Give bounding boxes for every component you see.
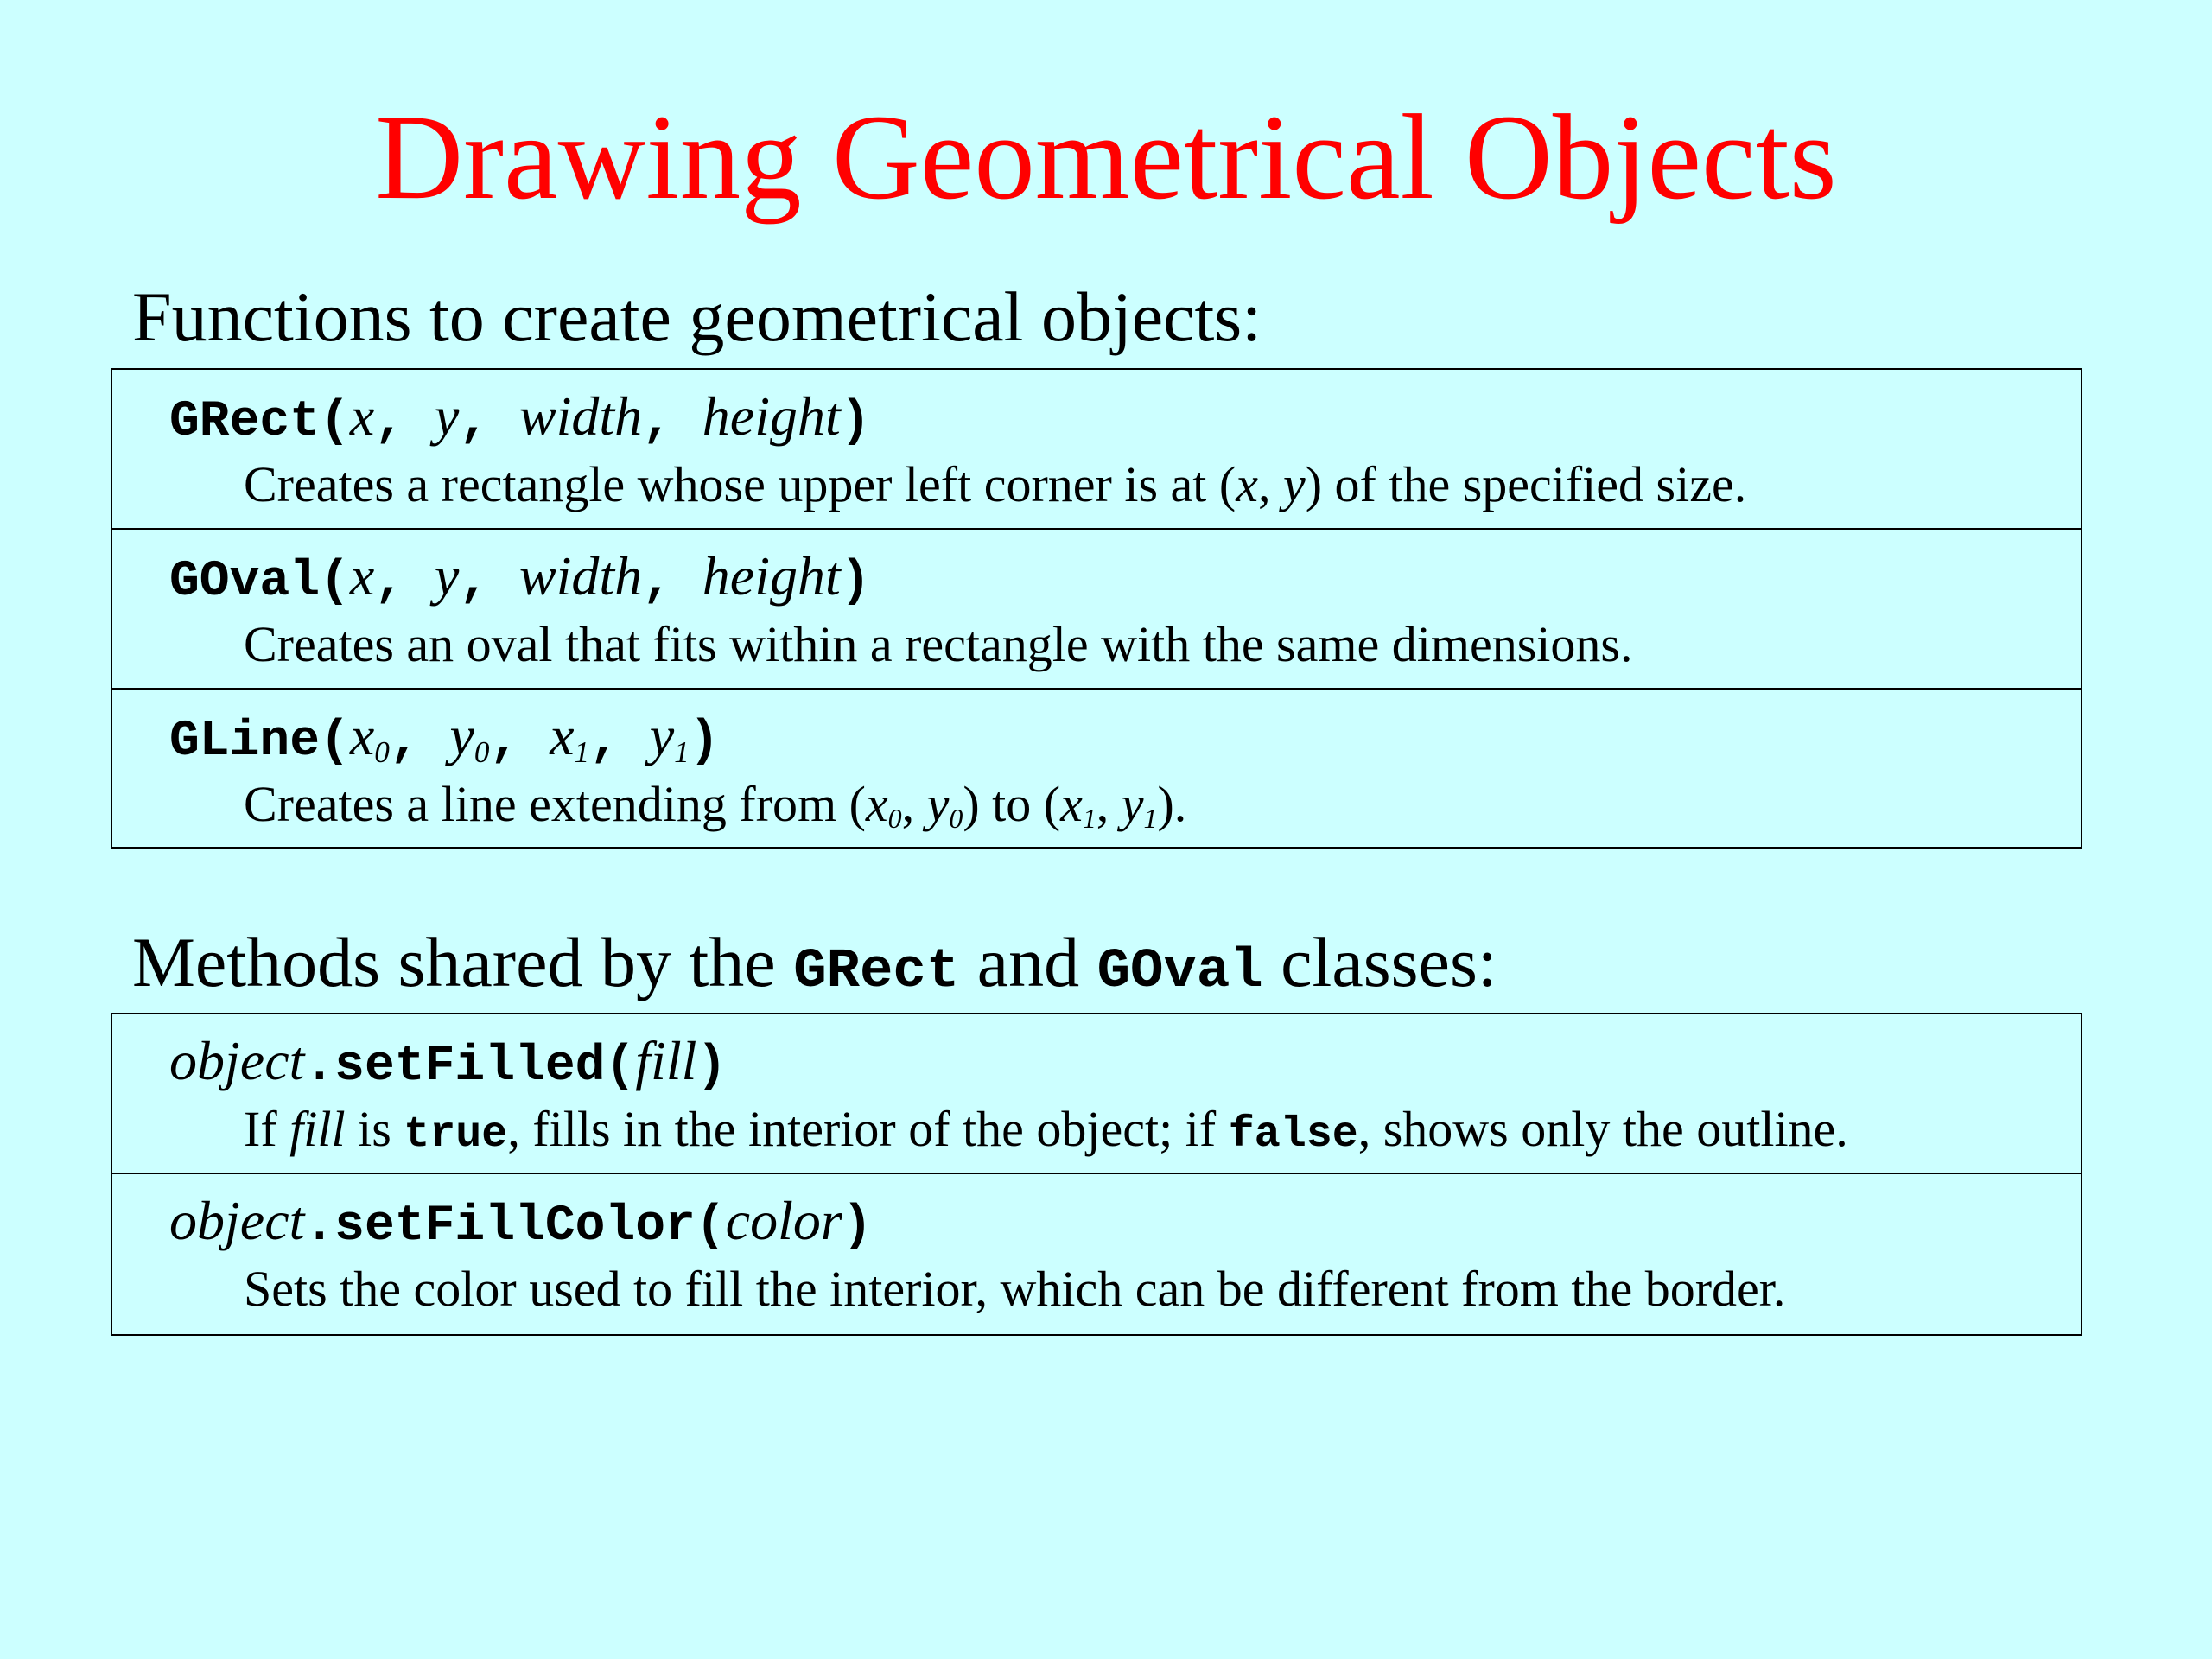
close-paren: )	[689, 714, 720, 770]
heading-text: Methods shared by the	[132, 923, 794, 1001]
setfillcolor-description: Sets the color used to fill the interior, which can be different from the border.	[244, 1261, 1786, 1317]
setfillcolor-name: .setFillColor(	[304, 1198, 726, 1255]
arg-x: x	[349, 545, 375, 607]
gline-name: GLine	[169, 714, 321, 770]
arg-fill: fill	[635, 1030, 697, 1091]
desc-sep: ,	[1257, 456, 1283, 512]
setfillcolor-signature	[169, 1190, 873, 1255]
comma: ,	[374, 394, 435, 450]
grect-row	[112, 370, 2081, 530]
desc-x1: $x_1$	[1060, 776, 1096, 834]
methods-table	[111, 1013, 2082, 1336]
setfilled-row	[112, 1014, 2081, 1174]
close-paren: )	[840, 554, 871, 610]
desc-sep: ,	[1096, 776, 1122, 832]
arg-width: width	[518, 385, 643, 447]
desc-y0: $y_0$	[926, 776, 963, 834]
arg-x1: $x_1$	[550, 705, 590, 769]
setfillcolor-row	[112, 1174, 2081, 1334]
comma: ,	[642, 554, 702, 610]
arg-color: color	[725, 1190, 842, 1251]
comma: ,	[459, 554, 519, 610]
setfilled-signature	[169, 1030, 728, 1095]
comma: ,	[642, 394, 702, 450]
desc-text: , shows only the outline.	[1357, 1101, 1848, 1157]
close-paren: )	[842, 1198, 873, 1255]
object-label: object	[169, 1190, 305, 1251]
desc-text: If	[244, 1101, 290, 1157]
methods-heading	[132, 923, 1497, 1003]
desc-x: x	[1236, 456, 1258, 512]
desc-text: ) of the specified size.	[1305, 456, 1747, 512]
comma: ,	[374, 554, 435, 610]
arg-y1: $y_1$	[649, 705, 690, 769]
functions-table	[111, 368, 2082, 849]
desc-true: true	[404, 1110, 508, 1160]
goval-description: Creates an oval that fits within a rectangle with the same dimensions.	[244, 616, 1633, 672]
close-paren: )	[696, 1039, 728, 1095]
heading-code-grect: GRect	[793, 941, 960, 1003]
goval-name: GOval	[169, 554, 321, 610]
comma: ,	[459, 394, 519, 450]
heading-text: classes:	[1262, 923, 1497, 1001]
desc-y1: $y_1$	[1121, 776, 1158, 834]
desc-text: ).	[1157, 776, 1187, 832]
grect-name: GRect	[169, 394, 321, 450]
desc-text: , fills in the interior of the object; if	[507, 1101, 1229, 1157]
arg-y: y	[434, 545, 460, 607]
desc-sep: ,	[901, 776, 927, 832]
comma: ,	[589, 714, 650, 770]
slide-title: Drawing Geometrical Objects	[375, 90, 1837, 225]
open-paren: (	[320, 714, 350, 770]
grect-signature	[169, 385, 871, 450]
setfilled-name: .setFilled(	[304, 1039, 636, 1095]
goval-row	[112, 530, 2081, 690]
desc-text: ) to (	[963, 776, 1061, 832]
desc-text: Creates a line extending from (	[244, 776, 866, 832]
desc-x0: $x_0$	[865, 776, 902, 834]
desc-y: y	[1282, 456, 1306, 512]
gline-signature	[169, 705, 720, 770]
desc-false: false	[1228, 1110, 1358, 1160]
arg-x0: $x_0$	[349, 705, 390, 769]
desc-text: is	[345, 1101, 404, 1157]
comma: ,	[389, 714, 450, 770]
open-paren: (	[320, 394, 350, 450]
close-paren: )	[840, 394, 871, 450]
arg-x: x	[349, 385, 375, 447]
desc-text: Creates a rectangle whose upper left corner is at (	[244, 456, 1236, 512]
object-label: object	[169, 1030, 305, 1091]
goval-signature	[169, 545, 871, 610]
comma: ,	[489, 714, 550, 770]
heading-code-goval: GOval	[1096, 941, 1263, 1003]
setfilled-description	[244, 1101, 1848, 1160]
gline-description	[244, 776, 1187, 834]
arg-height: height	[702, 385, 841, 447]
functions-heading: Functions to create geometrical objects:	[132, 277, 1262, 356]
heading-text: and	[959, 923, 1097, 1001]
arg-width: width	[518, 545, 643, 607]
gline-row	[112, 690, 2081, 849]
arg-height: height	[702, 545, 841, 607]
arg-y: y	[434, 385, 460, 447]
open-paren: (	[320, 554, 350, 610]
desc-fill: fill	[289, 1101, 346, 1157]
grect-description	[244, 456, 1747, 512]
arg-y0: $y_0$	[449, 705, 490, 769]
